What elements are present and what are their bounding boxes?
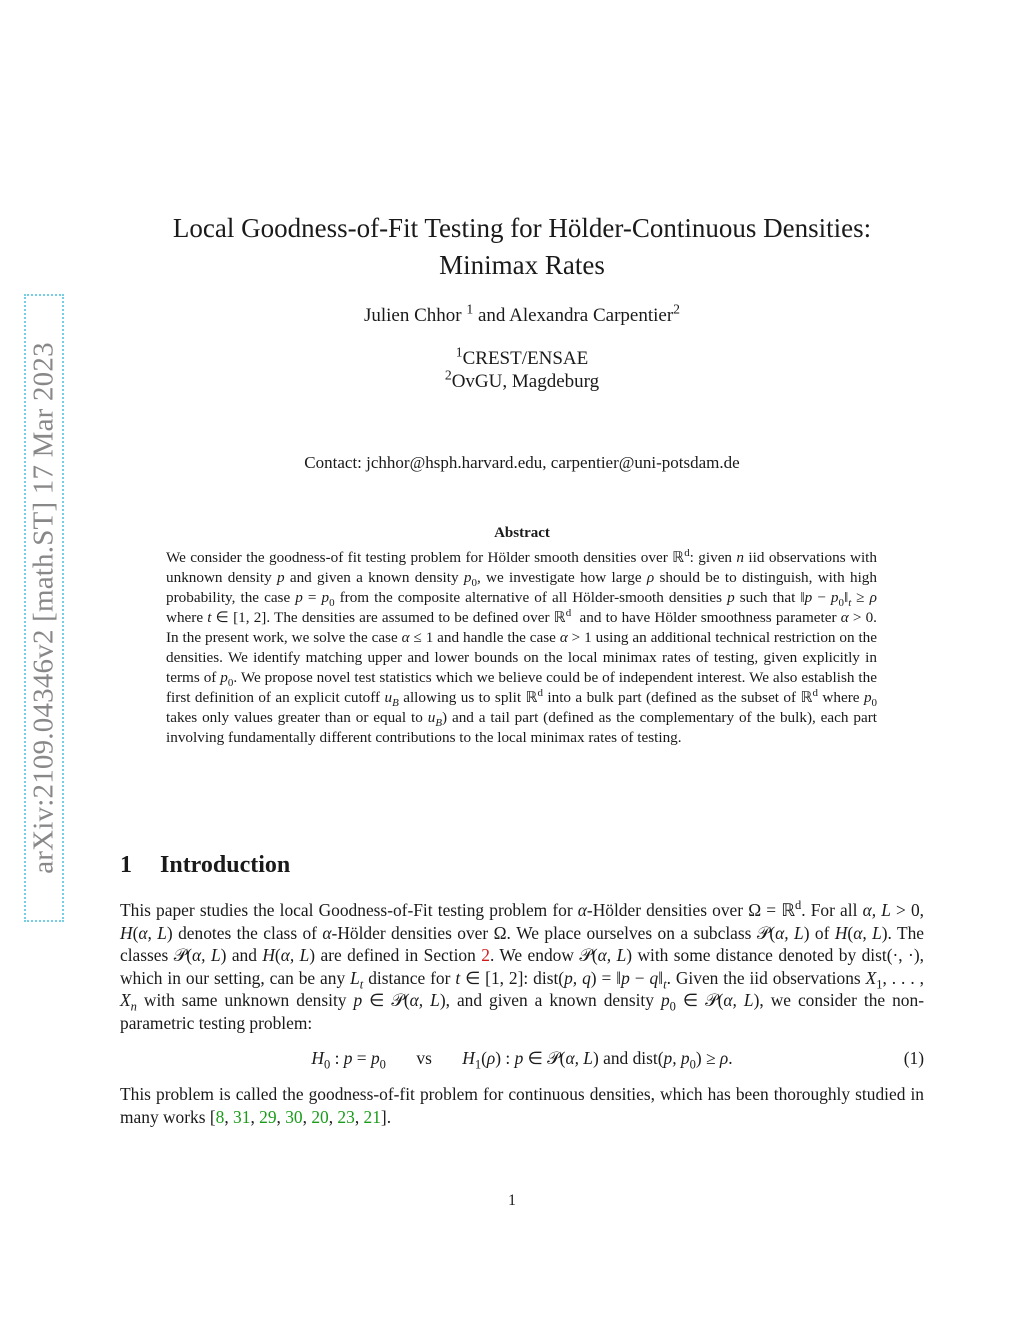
author-2-affiliation-mark: 2 xyxy=(673,301,681,317)
author-conjunction: and xyxy=(477,305,506,326)
affiliation-1-mark: 1 xyxy=(455,344,463,360)
paper-title xyxy=(120,210,924,284)
abstract-text: We consider the goodness-of fit testing problem for Hölder smooth densities over ℝ$^d$: given n iid observations with unknown density p and given a known density $p_0$, we investigate how large ρ should be to distinguish, with high probability, the case $p = p_0$ from the composite alternative of all Hölder-smooth densities p such that ‖p − $p_0‖_t \ge \rho$ where t ∈ [1, 2]. The densities are assumed to be defined over ℝ$^d$ and to have Hölder smoothness parameter α > 0. In the present work, we solve the case α ≤ 1 and handle the case α > 1 using an additional technical restriction on the densities. We identify matching upper and lower bounds on the local minimax rates of testing, given explicitly in terms of $p_0$. We propose novel test statistics which we believe could be of independent interest. We also establish the first definition of an explicit cutoff $u_B$ allowing us to split ℝ$^d$ into a bulk part (defined as the subset of ℝ$^d$ where $p_0$ takes only values greater than or equal to $u_B$) and a tail part (defined as the complementary of the bulk), each part involving fundamentally different contributions to the local minimax rates of testing. xyxy=(166,546,878,746)
author-1: Julien Chhor xyxy=(363,305,462,326)
author-1-affiliation-mark: 1 xyxy=(466,301,474,317)
affiliation-2-mark: 2 xyxy=(444,367,452,383)
section-ref-link[interactable]: 2 xyxy=(481,945,490,966)
page-number: 1 xyxy=(508,1192,516,1209)
intro-paragraph-2: This problem is called the goodness-of-fit problem for continuous densities, which has been thoroughly studied in many works [8, 31, 29, 30, 20, 23, 21]. xyxy=(120,1084,924,1127)
affiliation-2-name: OvGU, Magdeburg xyxy=(451,371,600,392)
author-2: Alexandra Carpentier xyxy=(509,305,674,326)
intro-paragraph-1: This paper studies the local Goodness-of-Fit testing problem for α-Hölder densities over Ω = ℝ$^d$. For all α, L > 0, H(α, L) denotes the class of α-Hölder densities over Ω. We place ourselves on a subclass 𝒫(α, L) of H(α, L). The classes 𝒫(α, L) and H(α, L) are defined in Section 2. We endow 𝒫(α, L) with some distance denoted by dist(·, ·), which in our setting, can be any $L_t$ distance for t ∈ [1, 2]: dist(p, q) = ‖p − $q‖_t$. Given the iid observations $X_1$, . . . , $X_n$ with same unknown density p ∈ 𝒫(α, L), and given a known density $p_0$ ∈ 𝒫(α, L), we consider the non-parametric testing problem: xyxy=(120,898,925,1033)
author-list xyxy=(120,301,924,327)
arxiv-identifier: arXiv:2109.04346v2 [math.ST] 17 Mar 2023 xyxy=(27,342,60,874)
equation-number: (1) xyxy=(903,1048,924,1068)
citation-link[interactable]: 20 xyxy=(311,1106,329,1127)
title-line-1: Local Goodness-of-Fit Testing for Hölder-Continuous Densities: xyxy=(172,213,872,243)
contact-line: Contact: jchhor@hsph.harvard.edu, carpentier@uni-potsdam.de xyxy=(304,453,740,472)
section-number: 1 xyxy=(120,852,132,878)
title-line-2: Minimax Rates xyxy=(439,250,605,280)
arxiv-stamp xyxy=(24,294,64,922)
equation-body: $H_0$ : $p = p_0$ vs $H_1(\rho)$ : p ∈ 𝒫(α, L) and dist(p, $p_0) \ge \rho$. xyxy=(311,1048,733,1072)
equation-1 xyxy=(120,1048,924,1072)
abstract-heading: Abstract xyxy=(494,525,550,541)
affiliation-1 xyxy=(120,344,924,370)
citation-link[interactable]: 8 xyxy=(215,1106,225,1127)
citation-link[interactable]: 23 xyxy=(337,1106,355,1127)
citation-link[interactable]: 31 xyxy=(233,1106,251,1127)
affiliations xyxy=(120,344,924,393)
section-title: Introduction xyxy=(160,852,291,878)
citation-link[interactable]: 29 xyxy=(259,1106,277,1127)
citation-link[interactable]: 21 xyxy=(363,1106,381,1127)
intro-paragraph-2-text: This problem is called the goodness-of-fit problem for continuous densities, which has been thoroughly studied in many works xyxy=(120,1084,924,1127)
citation-link[interactable]: 30 xyxy=(285,1106,303,1127)
affiliation-2 xyxy=(120,367,924,393)
affiliation-1-name: CREST/ENSAE xyxy=(462,348,589,369)
section-heading xyxy=(120,852,290,879)
